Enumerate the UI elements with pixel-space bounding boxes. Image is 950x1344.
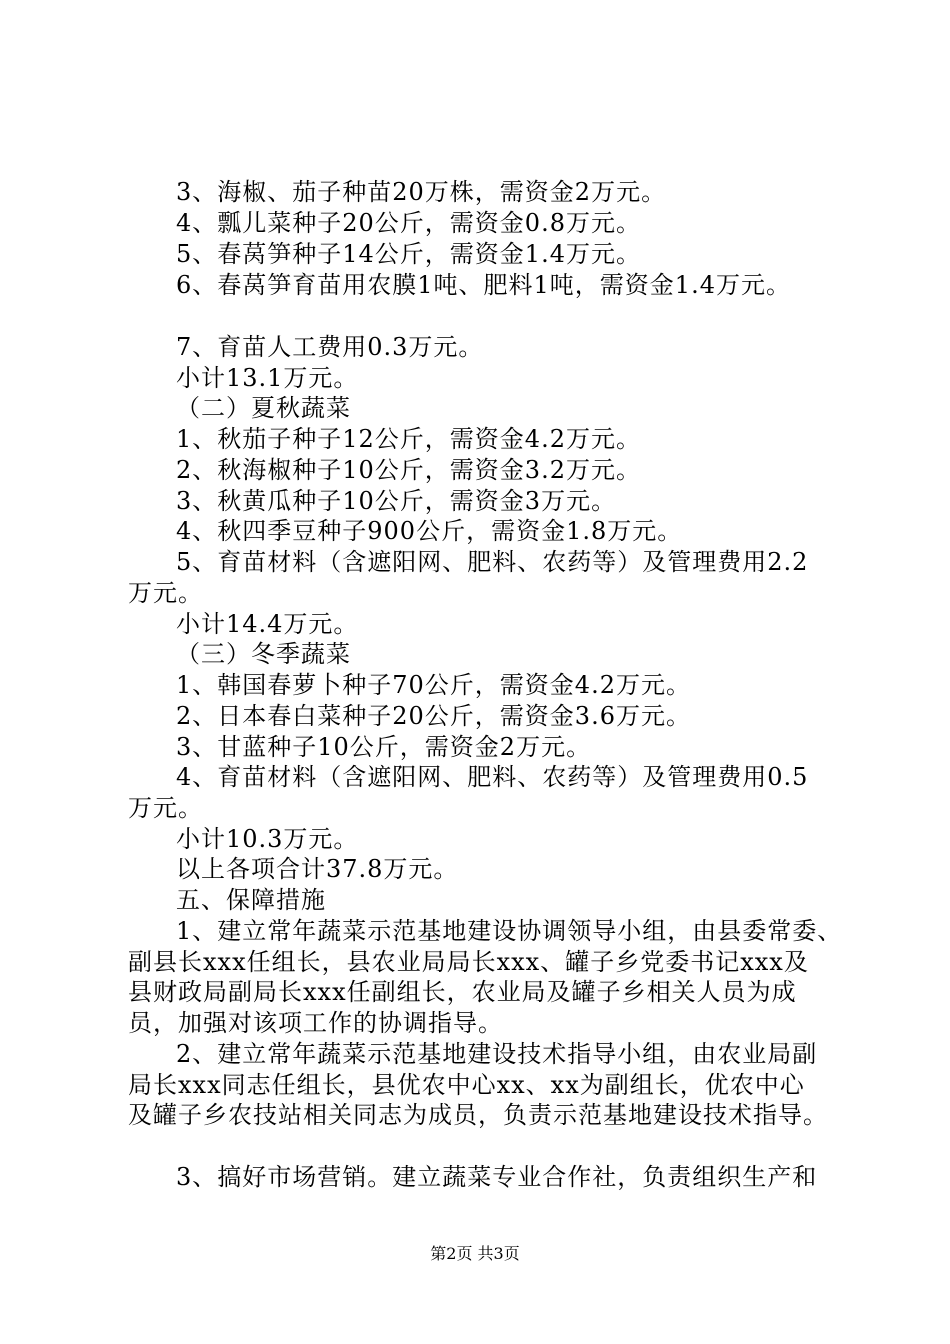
section-heading: （三）冬季蔬菜: [176, 640, 351, 668]
text-line: 7、育苗人工费用0.3万元。: [176, 333, 484, 361]
text-line: 2、建立常年蔬菜示范基地建设技术指导小组，由农业局副: [176, 1040, 818, 1068]
text-line: 员，加强对该项工作的协调指导。: [128, 1009, 503, 1037]
text-line: 1、韩国春萝卜种子70公斤，需资金4.2万元。: [176, 671, 691, 699]
text-line: 万元。: [128, 794, 203, 822]
text-line: 3、甘蓝种子10公斤，需资金2万元。: [176, 733, 592, 761]
text-line: 1、秋茄子种子12公斤，需资金4.2万元。: [176, 425, 641, 453]
text-line: 及罐子乡农技站相关同志为成员，负责示范基地建设技术指导。: [128, 1101, 828, 1129]
text-line: 1、建立常年蔬菜示范基地建设协调领导小组，由县委常委、: [176, 917, 843, 945]
section-heading: 五、保障措施: [176, 886, 326, 914]
text-line: 2、秋海椒种子10公斤，需资金3.2万元。: [176, 456, 641, 484]
text-line: 局长xxx同志任组长，县优农中心xx、xx为副组长，优农中心: [128, 1071, 805, 1099]
text-line: 4、育苗材料（含遮阳网、肥料、农药等）及管理费用0.5: [176, 763, 809, 791]
text-line: 万元。: [128, 579, 203, 607]
text-line: 县财政局副局长xxx任副组长，农业局及罐子乡相关人员为成: [128, 978, 797, 1006]
text-line: 3、搞好市场营销。建立蔬菜专业合作社，负责组织生产和: [176, 1163, 818, 1191]
text-line: 3、秋黄瓜种子10公斤，需资金3万元。: [176, 487, 617, 515]
text-line: 2、日本春白菜种子20公斤，需资金3.6万元。: [176, 702, 691, 730]
text-line: 4、瓢儿菜种子20公斤，需资金0.8万元。: [176, 209, 641, 237]
text-line: 副县长xxx任组长，县农业局局长xxx、罐子乡党委书记xxx及: [128, 948, 809, 976]
page-footer: 第2页 共3页: [430, 1244, 520, 1263]
text-line: 5、春莴笋种子14公斤，需资金1.4万元。: [176, 240, 641, 268]
text-line: 小计13.1万元。: [176, 364, 359, 392]
text-line: 小计10.3万元。: [176, 825, 359, 853]
text-line: 5、育苗材料（含遮阳网、肥料、农药等）及管理费用2.2: [176, 548, 809, 576]
text-line: 小计14.4万元。: [176, 610, 359, 638]
text-line: 4、秋四季豆种子900公斤，需资金1.8万元。: [176, 517, 683, 545]
text-line: 6、春莴笋育苗用农膜1吨、肥料1吨，需资金1.4万元。: [176, 271, 791, 299]
section-heading: （二）夏秋蔬菜: [176, 394, 351, 422]
text-line: 以上各项合计37.8万元。: [176, 855, 459, 883]
text-line: 3、海椒、茄子种苗20万株，需资金2万元。: [176, 178, 667, 206]
